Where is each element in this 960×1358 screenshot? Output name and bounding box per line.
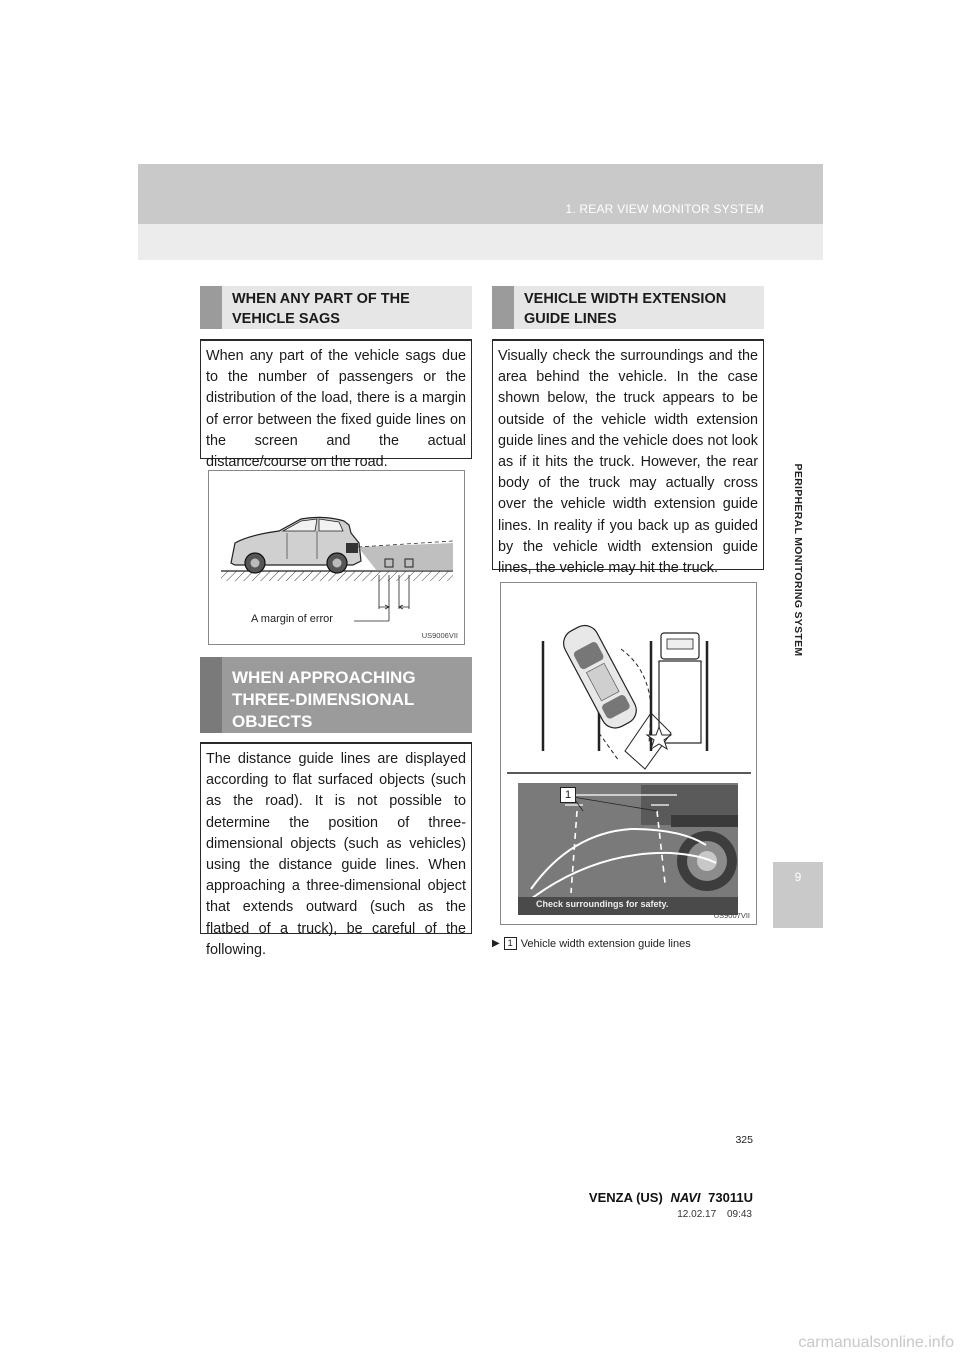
parking-overhead-illustration: [501, 583, 756, 924]
heading-line-3: OBJECTS: [232, 712, 313, 731]
section-body-three-dimensional: The distance guide lines are displayed according to flat surfaced objects (such as the road). It is not possible to determine the position of three-dimensional objects (such as vehicles) using the distance guide lines. When approaching a three-dimensional object that extends outward (such as the flatbed of a truck), be careful of the following.: [200, 742, 472, 934]
heading-title: [232, 667, 416, 733]
section-heading-three-dimensional: [200, 657, 472, 733]
figure-code: US9006VII: [421, 631, 458, 640]
heading-line-2: THREE-DIMENSIONAL: [232, 690, 415, 709]
footer-date: 12.02.17: [677, 1209, 717, 1220]
heading-line-2: VEHICLE SAGS: [232, 311, 340, 327]
figure-code: US9007VII: [713, 911, 750, 920]
margin-of-error-callout: A margin of error: [251, 613, 333, 625]
footer-model: [589, 1190, 753, 1205]
heading-line-2: GUIDE LINES: [524, 311, 617, 327]
vehicle-sag-illustration: [209, 471, 464, 644]
caption-callout-box: 1: [504, 937, 517, 950]
chapter-number: 9: [794, 870, 802, 884]
figure-vehicle-sag: [208, 470, 465, 645]
figure-width-guide: [500, 582, 757, 925]
model-navi: NAVI: [670, 1190, 701, 1205]
heading-line-1: VEHICLE WIDTH EXTENSION: [524, 291, 727, 307]
chapter-label: PERIPHERAL MONITORING SYSTEM: [792, 463, 804, 657]
footer-time: 09:43: [726, 1209, 752, 1220]
caption-text: Vehicle width extension guide lines: [520, 937, 691, 950]
section-header-title: 1. REAR VIEW MONITOR SYSTEM: [565, 202, 764, 216]
header-subband: [138, 224, 823, 260]
page-number: 325: [735, 1134, 753, 1146]
heading-title: [232, 289, 410, 329]
section-body-vehicle-sags: When any part of the vehicle sags due to the number of passengers or the distribution of the load, there is a margin of error between the fixed guide lines on the screen and the actual distance/course on the road.: [200, 339, 472, 459]
section-body-width-guide: Visually check the surroundings and the area behind the vehicle. In the case shown below, the truck appears to be outside of the vehicle width extension guide lines and the vehicle does not look as if it hits the truck. However, the rear body of the truck may actually cross over the vehicle width extension guide lines. In reality if you back up as guided by the vehicle width extension guide lines, the vehicle may hit the truck.: [492, 339, 764, 570]
heading-bar: [200, 286, 222, 329]
model-code: 73011U: [708, 1190, 753, 1205]
heading-bar: [492, 286, 514, 329]
callout-1: 1: [560, 787, 576, 803]
section-heading-vehicle-sags: [200, 286, 472, 329]
footer-timestamp: [677, 1209, 752, 1220]
heading-title: [524, 289, 726, 329]
section-heading-width-guide: [492, 286, 764, 329]
heading-line-1: WHEN ANY PART OF THE: [232, 291, 410, 307]
watermark: carmanualsonline.info: [798, 1334, 954, 1351]
heading-line-1: WHEN APPROACHING: [232, 668, 416, 687]
figure-caption: [492, 937, 691, 950]
screen-warning-banner: Check surroundings for safety.: [536, 899, 669, 909]
model-prefix: VENZA (US): [588, 1190, 663, 1205]
heading-bar: [200, 657, 222, 733]
arrow-icon: ▶: [492, 938, 500, 949]
